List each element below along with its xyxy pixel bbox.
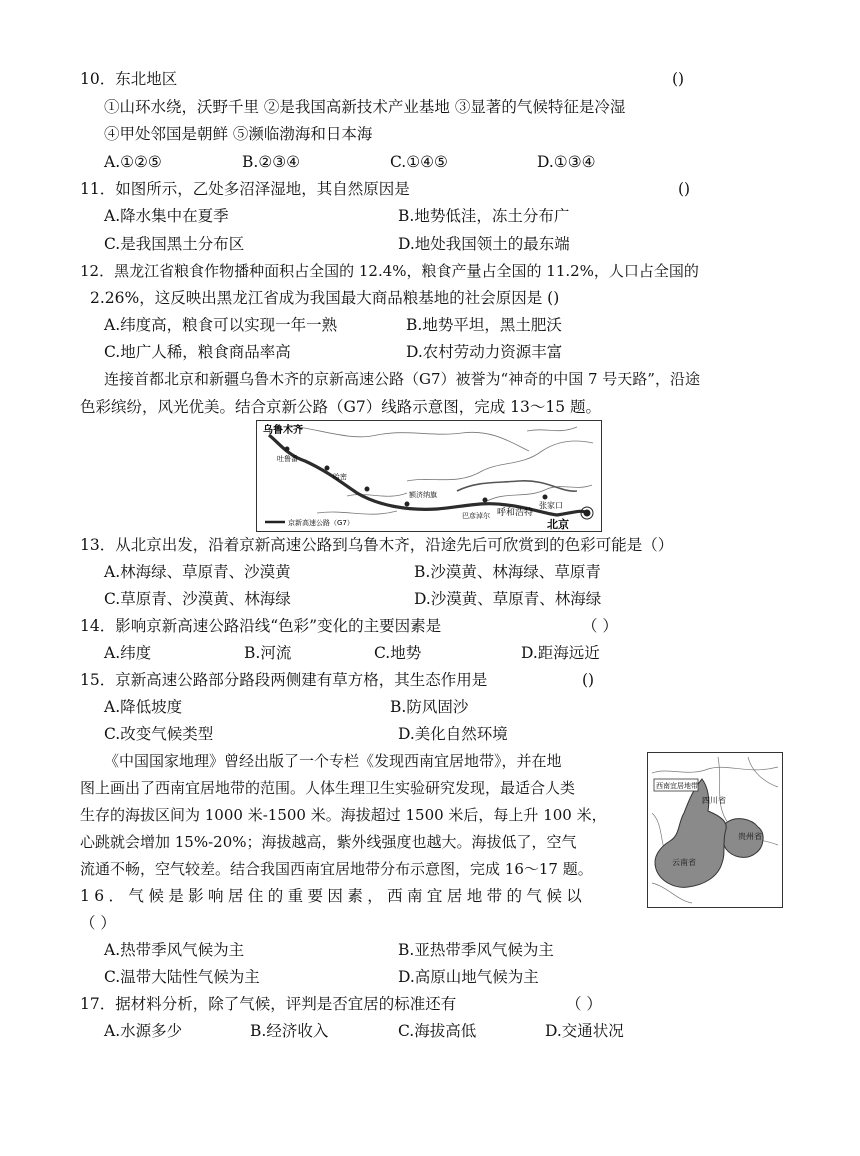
q10-option-d: D.①③④ [537,153,596,171]
q17-option-b: B.经济收入 [250,1022,329,1040]
q12-stem-2: 2.26%，这反映出黑龙江省成为我国最大商品粮基地的社会原因是 () [90,289,560,307]
q14-answer-paren: （ ） [582,617,618,635]
southwest-zone-map [647,752,783,908]
q13-stem: 13．从北京出发，沿着京新高速公路到乌鲁木齐，沿途先后可欣赏到的色彩可能是（） [80,536,674,554]
q15-option-d: D.美化自然环境 [398,725,508,743]
passage1-line-2: 色彩缤纷，风光优美。结合京新公路（G7）线路示意图，完成 13～15 题。 [80,398,602,416]
q17-option-c: C.海拔高低 [398,1022,477,1040]
q10-option-b: B.②③④ [242,153,301,171]
q13-option-a: A.林海绿、草原青、沙漠黄 [104,563,291,581]
q16-stem-1: 16．气候是影响居住的重要因素，西南宜居地带的气候以 [80,887,587,905]
passage1-line-1: 连接首都北京和新疆乌鲁木齐的京新高速公路（G7）被誉为“神奇的中国 7 号天路”，沿途 [104,370,700,388]
q14-option-c: C.地势 [374,644,422,662]
q11-option-a: A.降水集中在夏季 [104,207,229,225]
q14-stem: 14．影响京新高速公路沿线“色彩”变化的主要因素是 [80,617,442,635]
passage2-line-3: 生存的海拔区间为 1000 米-1500 米。海拔超过 1500 米后，每上升 100 米， [80,806,607,824]
q13-option-d: D.沙漠黄、草原青、林海绿 [414,590,602,608]
label-bayan: 巴彦淖尔 [462,512,490,520]
q10-statements-2: ④甲处邻国是朝鲜 ⑤濒临渤海和日本海 [104,125,373,143]
q12-option-d: D.农村劳动力资源丰富 [406,343,563,361]
q11-answer-paren: () [678,180,691,198]
passage2-line-2: 图上画出了西南宜居地带的范围。人体生理卫生实验研究发现，最适合人类 [80,779,576,797]
map1-legend: 京新高速公路（G7） [288,519,354,527]
q16-option-d: D.高原山地气候为主 [398,968,539,986]
q17-option-a: A.水源多少 [104,1022,183,1040]
q14-option-d: D.距海远近 [521,644,600,662]
q10-option-c: C.①④⑤ [390,153,448,171]
q11-option-b: B.地势低洼，冻土分布广 [398,207,570,225]
q13-option-c: C.草原青、沙漠黄、林海绿 [104,590,291,608]
q12-stem-1: 12．黑龙江省粮食作物播种面积占全国的 12.4%，粮食产量占全国的 11.2%，人口占全国的 [80,262,699,280]
label-hami: 哈密 [333,473,347,481]
q12-option-b: B.地势平坦，黑土肥沃 [406,316,562,334]
q12-option-a: A.纬度高，粮食可以实现一年一熟 [104,316,338,334]
label-yunnan: 云南省 [672,858,696,867]
q15-option-a: A.降低坡度 [104,698,183,716]
q17-option-d: D.交通状况 [545,1022,624,1040]
q16-option-b: B.亚热带季风气候为主 [398,941,554,959]
q15-option-c: C.改变气候类型 [104,725,214,743]
label-urumqi: 乌鲁木齐 [263,425,303,436]
q15-option-b: B.防风固沙 [390,698,469,716]
g7-route-map [256,420,602,532]
label-ejin: 额济纳旗 [409,491,437,499]
q14-option-a: A.纬度 [104,644,152,662]
q17-stem: 17．据材料分析，除了气候，评判是否宜居的标准还有 [80,995,457,1013]
q17-answer-paren: （ ） [566,995,602,1013]
q10-answer-paren: () [672,70,685,88]
q15-stem: 15．京新高速公路部分路段两侧建有草方格，其生态作用是 [80,671,488,689]
label-beijing: 北京 [547,518,569,531]
q11-stem: 11．如图所示，乙处多沼泽湿地，其自然原因是 [80,180,410,198]
q16-option-c: C.温带大陆性气候为主 [104,968,260,986]
label-hohhot: 呼和浩特 [497,508,534,518]
q16-stem-2: （ ） [80,914,116,932]
q15-answer-paren: () [582,671,595,689]
q16-option-a: A.热带季风气候为主 [104,941,245,959]
q11-option-d: D.地处我国领土的最东端 [398,235,570,253]
map2-legend: 西南宜居地带 [656,782,698,790]
passage2-line-1: 《中国国家地理》曾经出版了一个专栏《发现西南宜居地带》，并在地 [104,752,562,770]
q10-option-a: A.①②⑤ [104,153,162,171]
q14-option-b: B.河流 [244,644,292,662]
q11-option-c: C.是我国黑土分布区 [104,235,245,253]
label-guizhou: 贵州省 [738,832,762,841]
passage2-line-5: 流通不畅，空气较差。结合我国西南宜居地带分布示意图，完成 16～17 题。 [80,860,593,878]
label-turpan: 吐鲁番 [277,455,298,463]
q10-statements-1: ①山环水绕，沃野千里 ②是我国高新技术产业基地 ③显著的气候特征是冷湿 [104,98,626,116]
label-zhangjiakou: 张家口 [539,501,563,510]
q13-option-b: B.沙漠黄、林海绿、草原青 [414,563,601,581]
q12-option-c: C.地广人稀，粮食商品率高 [104,343,291,361]
passage2-line-4: 心跳就会增加 15%-20%；海拔越高，紫外线强度也越大。海拔低了，空气 [80,833,577,851]
label-sichuan: 四川省 [702,796,726,805]
q10-stem: 10．东北地区 [80,70,178,88]
